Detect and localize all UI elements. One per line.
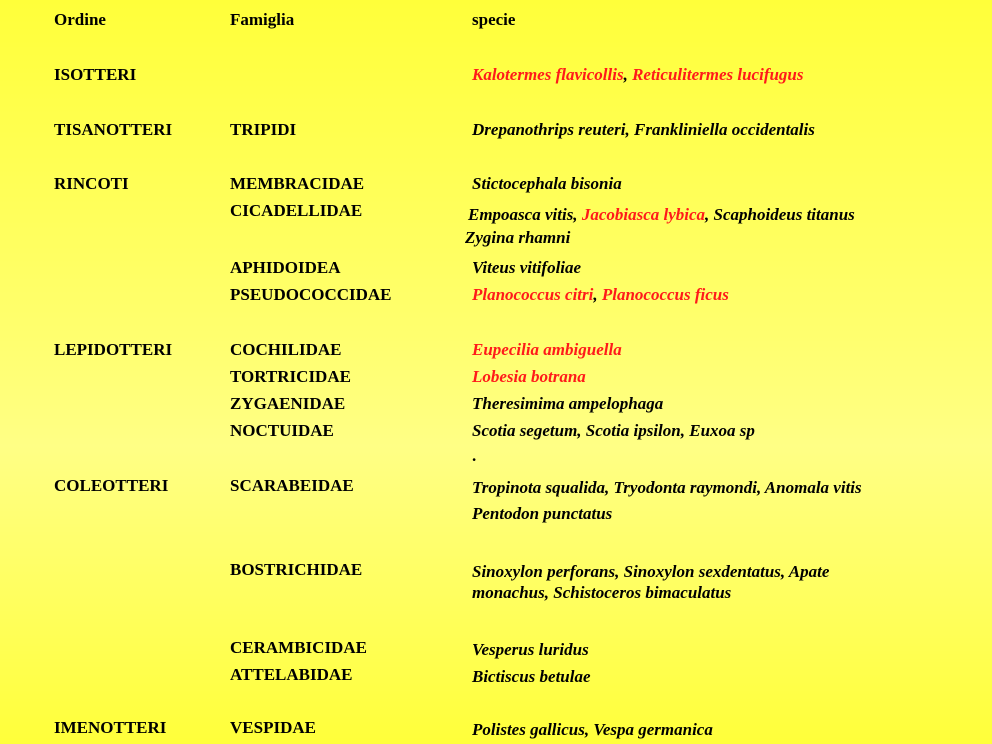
species-empoasca: Empoasca vitis, — [468, 205, 582, 224]
species-cerambicidae: Vesperus luridus — [472, 640, 589, 659]
species-tortricidae: Lobesia botrana — [472, 367, 586, 386]
species-noctuidae: Scotia segetum, Scotia ipsilon, Euxoa sp — [472, 421, 755, 440]
family-cerambicidae: CERAMBICIDAE — [230, 638, 367, 657]
species-attelabidae: Bictiscus betulae — [472, 667, 591, 686]
family-scarabeidae: SCARABEIDAE — [230, 476, 354, 495]
species-scarabeidae-line2: Pentodon punctatus — [472, 504, 613, 523]
species-cicadellidae — [468, 205, 855, 225]
stray-dot: . — [472, 446, 477, 465]
species-cochilidae: Eupecilia ambiguella — [472, 340, 622, 359]
family-membracidae: MEMBRACIDAE — [230, 174, 365, 193]
species-membracidae: Stictocephala bisonia — [472, 174, 622, 193]
family-aphidoidea: APHIDOIDEA — [230, 258, 341, 277]
species-scarabeidae-line1: Tropinota squalida, Tryodonta raymondi, Anomala vitis — [472, 478, 862, 497]
family-vespidae: VESPIDAE — [230, 718, 316, 737]
family-cicadellidae: CICADELLIDAE — [230, 201, 363, 220]
family-tripidi: TRIPIDI — [230, 120, 297, 139]
species-scaphoideus: , Scaphoideus titanus — [705, 205, 855, 224]
species-zygina: Zygina rhamni — [465, 228, 571, 247]
order-coleotteri: COLEOTTERI — [54, 476, 169, 495]
header-famiglia: Famiglia — [230, 10, 295, 29]
family-zygaenidae: ZYGAENIDAE — [230, 394, 346, 413]
species-bostrichidae-line1: Sinoxylon perforans, Sinoxylon sexdentatus, Apate — [472, 562, 830, 581]
species-reticulitermes: Reticulitermes lucifugus — [632, 65, 804, 84]
order-isotteri: ISOTTERI — [54, 65, 137, 84]
species-separator: , — [593, 285, 602, 304]
species-jacobiasca: Jacobiasca lybica — [581, 205, 706, 224]
species-tripidi: Drepanothrips reuteri, Frankliniella occidentalis — [472, 120, 815, 139]
species-isotteri — [472, 65, 804, 85]
species-planococcus-citri: Planococcus citri — [472, 285, 594, 304]
family-noctuidae: NOCTUIDAE — [230, 421, 334, 440]
order-lepidotteri: LEPIDOTTERI — [54, 340, 173, 359]
family-cochilidae: COCHILIDAE — [230, 340, 342, 359]
species-bostrichidae-line2: monachus, Schistoceros bimaculatus — [472, 583, 732, 602]
species-pseudococcidae — [472, 285, 729, 305]
family-pseudococcidae: PSEUDOCOCCIDAE — [230, 285, 392, 304]
order-rincoti: RINCOTI — [54, 174, 129, 193]
order-tisanotteri: TISANOTTERI — [54, 120, 173, 139]
species-aphidoidea: Viteus vitifoliae — [472, 258, 582, 277]
family-tortricidae: TORTRICIDAE — [230, 367, 351, 386]
header-ordine: Ordine — [54, 10, 106, 29]
species-planococcus-ficus: Planococcus ficus — [601, 285, 729, 304]
species-vespidae: Polistes gallicus, Vespa germanica — [472, 720, 713, 739]
family-bostrichidae: BOSTRICHIDAE — [230, 560, 363, 579]
order-imenotteri: IMENOTTERI — [54, 718, 167, 737]
family-attelabidae: ATTELABIDAE — [230, 665, 353, 684]
species-zygaenidae: Theresimima ampelophaga — [472, 394, 664, 413]
header-specie: specie — [472, 10, 516, 29]
species-kalotermes: Kalotermes flavicollis — [472, 65, 624, 84]
species-separator: , — [623, 65, 633, 84]
